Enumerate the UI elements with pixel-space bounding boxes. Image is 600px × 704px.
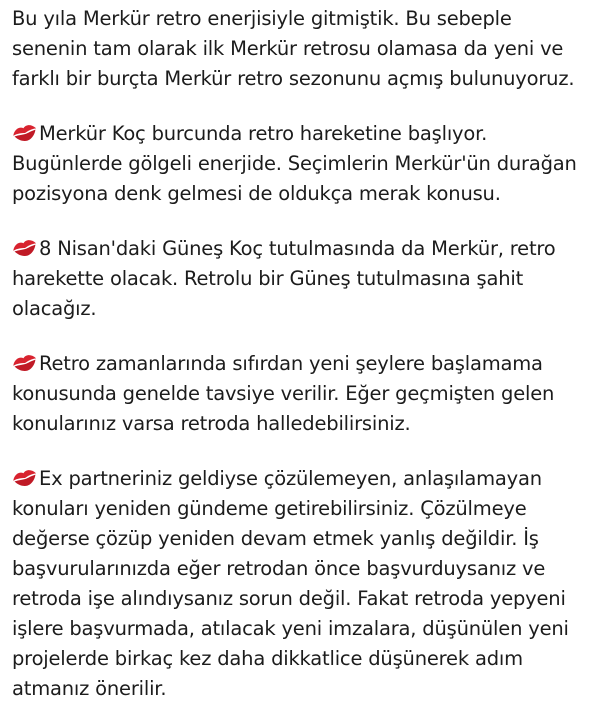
paragraph-intro: [12, 4, 590, 94]
kiss-mark-icon: [12, 239, 38, 257]
paragraph-retro-advice: [12, 349, 590, 439]
kiss-mark-icon: [12, 469, 38, 487]
paragraph-eclipse: [12, 234, 590, 324]
paragraph-text: Bu yıla Merkür retro enerjisiyle gitmiştik. Bu sebeple senenin tam olarak ilk Merkür retrosu olamasa da yeni ve farklı bir burçta Merkür retro sezonunu açmış bulunuyoruz.: [12, 7, 575, 90]
paragraph-text: Merkür Koç burcunda retro hareketine başlıyor. Bugünlerde gölgeli enerjide. Seçimlerin Merkür'ün durağan pozisyona denk gelmesi de oldukça merak konusu.: [12, 122, 577, 205]
paragraph-text: Retro zamanlarında sıfırdan yeni şeylere başlamama konusunda genelde tavsiye verilir. Eğer geçmişten gelen konularınız varsa retroda halledebilirsiniz.: [12, 352, 555, 435]
kiss-mark-icon: [12, 124, 38, 142]
paragraph-text: Ex partneriniz geldiyse çözülemeyen, anlaşılamayan konuları yeniden gündeme getirebilirsiniz. Çözülmeye değerse çözüp yeniden devam etmek yanlış değildir. İş başvurularınızda eğer retrodan önce başvurduysanız ve retroda işe alındıysanız sorun değil. Fakat retroda yepyeni işlere başvurmada, atılacak yeni imzalara, düşünülen yeni projelerde birkaç kez daha dikkatlice düşünerek adım atmanız önerilir.: [12, 467, 569, 700]
paragraph-ex-partner: [12, 464, 590, 704]
paragraph-mercury-aries: [12, 119, 590, 209]
paragraph-text: 8 Nisan'daki Güneş Koç tutulmasında da Merkür, retro harekette olacak. Retrolu bir Güneş tutulmasına şahit olacağız.: [12, 237, 556, 320]
kiss-mark-icon: [12, 354, 38, 372]
